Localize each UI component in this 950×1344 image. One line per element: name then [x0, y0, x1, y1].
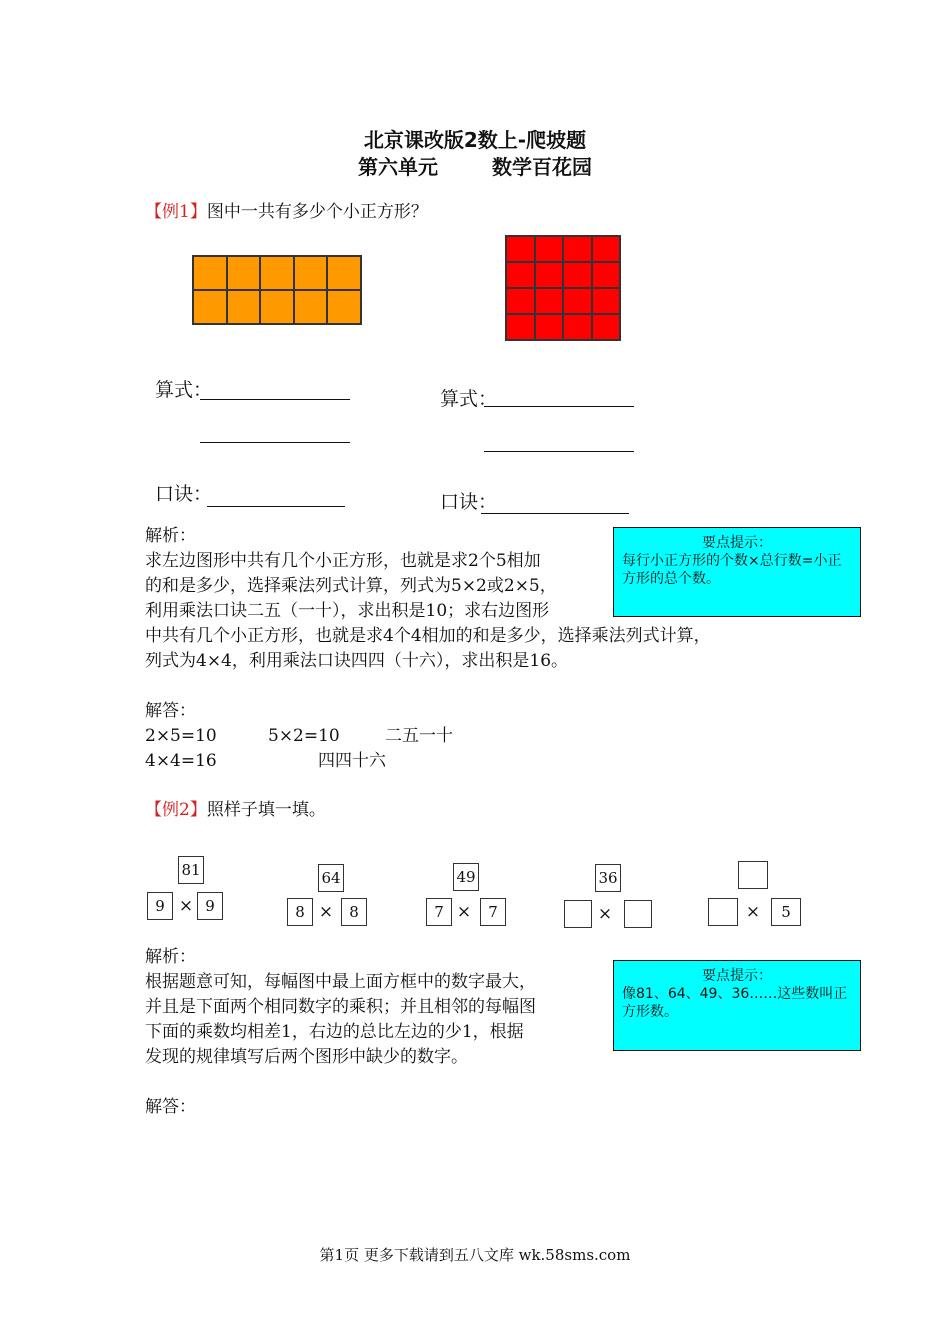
product-box: 49: [453, 863, 479, 891]
formula-blank-left-2[interactable]: [200, 442, 350, 443]
small-square: [327, 290, 361, 324]
small-square: [227, 256, 261, 290]
example1-analysis-label: 解析：: [145, 526, 196, 546]
example2-question: [145, 798, 326, 823]
answer-rhyme-1: 二五一十: [385, 726, 453, 746]
small-square: [535, 288, 564, 314]
tip-title: 要点提示：: [702, 968, 772, 984]
product-blank[interactable]: [738, 861, 768, 889]
small-square: [535, 236, 564, 262]
right-factor-box: 5: [771, 898, 801, 926]
example2-analysis-line-3: 下面的乘数均相差1，右边的总比左边的少1，根据: [145, 1022, 524, 1042]
square-number-figure[interactable]: [564, 864, 656, 930]
example1-analysis-line-5: 列式为4×4，利用乘法口诀四四（十六），求出积是16。: [145, 651, 569, 671]
left-factor-box: 9: [147, 892, 173, 920]
square-number-figure: [287, 864, 371, 928]
small-square: [563, 262, 592, 288]
example2-analysis-line-4: 发现的规律填写后两个图形中缺少的数字。: [145, 1047, 468, 1067]
small-square: [294, 256, 328, 290]
example2-analysis-label: 解析：: [145, 947, 196, 967]
small-square: [563, 236, 592, 262]
example2-tag: 【例2】: [145, 800, 207, 820]
small-square: [506, 262, 535, 288]
rhyme-blank-left[interactable]: [207, 506, 345, 507]
example1-analysis-line-1: 求左边图形中共有几个小正方形，也就是求2个5相加: [145, 551, 541, 571]
square-number-figure[interactable]: [708, 861, 804, 929]
rhyme-label-left: 口诀：: [155, 483, 213, 505]
page-footer: 第1页 更多下载请到五八文库 wk.58sms.com: [319, 1246, 631, 1264]
product-box: 64: [318, 864, 344, 892]
unit-label: 第六单元: [358, 155, 438, 179]
formula-blank-right-2[interactable]: [484, 451, 634, 452]
small-square: [563, 288, 592, 314]
small-square: [592, 288, 621, 314]
answer-eq-1: 2×5=10: [145, 726, 217, 746]
answer-eq-3: 4×4=16: [145, 751, 217, 771]
example2-answer-label: 解答：: [145, 1097, 196, 1117]
small-square: [193, 256, 227, 290]
small-square: [260, 290, 294, 324]
small-square: [193, 290, 227, 324]
product-box: 81: [178, 856, 204, 884]
small-square: [592, 236, 621, 262]
rhyme-label-right: 口诀：: [440, 491, 498, 513]
example1-question: [145, 200, 428, 225]
left-factor-blank[interactable]: [564, 900, 592, 928]
times-sign: ×: [456, 902, 472, 922]
tip-text: 像81、64、49、36……这些数叫正方形数。: [622, 986, 848, 1020]
example2-tip-box: [613, 960, 861, 1051]
orange-square-grid: [192, 255, 362, 325]
formula-label-left: 算式：: [155, 379, 213, 401]
left-factor-box: 8: [287, 898, 313, 926]
small-square: [535, 262, 564, 288]
small-square: [506, 288, 535, 314]
product-box: 36: [595, 864, 621, 892]
tip-title: 要点提示：: [702, 535, 772, 551]
small-square: [563, 314, 592, 340]
square-number-figure: [147, 856, 227, 922]
small-square: [592, 262, 621, 288]
answer-rhyme-2: 四四十六: [318, 751, 386, 771]
red-square-grid: [505, 235, 621, 341]
unit-topic: 数学百花园: [492, 155, 592, 179]
right-factor-blank[interactable]: [624, 900, 652, 928]
small-square: [327, 256, 361, 290]
formula-blank-right-1[interactable]: [484, 406, 634, 407]
square-number-figure: [426, 863, 510, 927]
times-sign: ×: [178, 896, 194, 916]
formula-label-right: 算式：: [440, 388, 498, 410]
example2-analysis-line-1: 根据题意可知，每幅图中最上面方框中的数字最大，: [145, 972, 536, 992]
times-sign: ×: [597, 904, 613, 924]
example2-analysis-line-2: 并且是下面两个相同数字的乘积；并且相邻的每幅图: [145, 997, 536, 1017]
example1-analysis-line-2: 的和是多少，选择乘法列式计算，列式为5×2或2×5，: [145, 576, 557, 596]
left-factor-box: 7: [426, 898, 452, 926]
example1-tag: 【例1】: [145, 202, 207, 222]
small-square: [294, 290, 328, 324]
small-square: [592, 314, 621, 340]
example1-analysis-line-4: 中共有几个小正方形，也就是求4个4相加的和是多少，选择乘法列式计算，: [145, 626, 711, 646]
document-subtitle: [0, 151, 950, 180]
times-sign: ×: [745, 902, 761, 922]
answer-eq-2: 5×2=10: [268, 726, 340, 746]
example1-analysis-line-3: 利用乘法口诀二五（一十），求出积是10；求右边图形: [145, 601, 550, 621]
small-square: [260, 256, 294, 290]
small-square: [535, 314, 564, 340]
tip-text: 每行小正方形的个数×总行数=小正方形的总个数。: [622, 553, 842, 587]
right-factor-box: 9: [197, 892, 223, 920]
document-title: 北京课改版2数上-爬坡题: [363, 128, 587, 152]
right-factor-box: 7: [480, 898, 506, 926]
times-sign: ×: [318, 902, 334, 922]
small-square: [506, 236, 535, 262]
right-factor-box: 8: [341, 898, 367, 926]
left-factor-blank[interactable]: [708, 898, 738, 926]
example2-question-text: 照样子填一填。: [206, 800, 326, 820]
example1-answer-label: 解答：: [145, 701, 196, 721]
formula-blank-left-1[interactable]: [200, 399, 350, 400]
small-square: [506, 314, 535, 340]
rhyme-blank-right[interactable]: [481, 513, 629, 514]
example1-tip-box: [613, 527, 861, 617]
example1-question-text: 图中一共有多少个小正方形？: [206, 202, 428, 222]
small-square: [227, 290, 261, 324]
